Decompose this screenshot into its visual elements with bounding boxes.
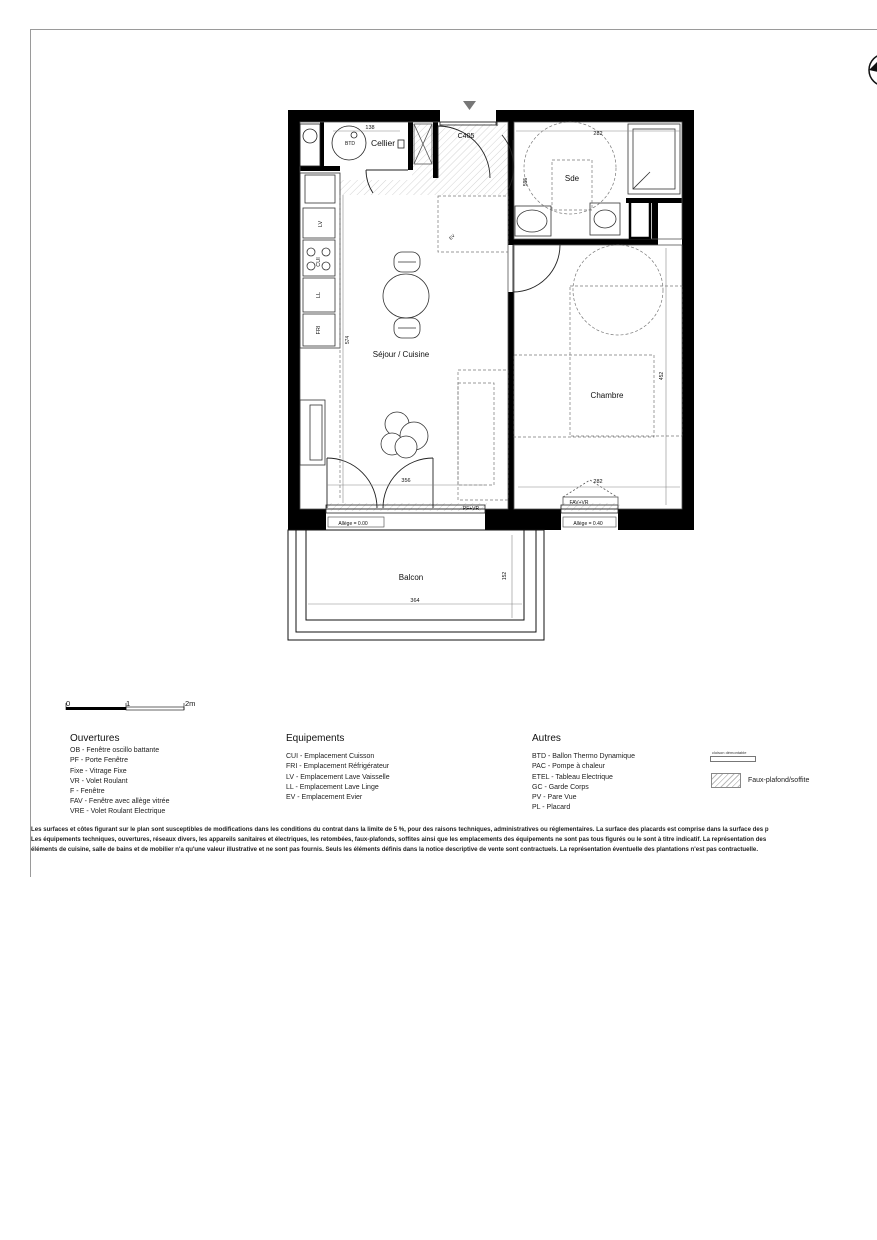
disclaimer	[31, 825, 877, 856]
equipment-tag-ll: LL	[316, 291, 322, 299]
legend-item: VRE - Volet Roulant Electrique	[70, 808, 166, 816]
allege-label-left: Allège = 0.00	[338, 521, 368, 527]
scale-bar	[66, 703, 184, 710]
dimension-label: 152	[502, 571, 508, 581]
cloison-label: cloison démontable	[712, 750, 747, 755]
room-label-c405: C405	[457, 133, 475, 140]
dimension-label: 452	[659, 371, 665, 381]
legend-item: FAV - Fenêtre avec allège vitrée	[70, 798, 170, 806]
legend-item: PV - Pare Vue	[532, 794, 577, 802]
legend-item: ETEL - Tableau Electrique	[532, 773, 613, 781]
faux-plafond-label: Faux-plafond/soffite	[748, 777, 810, 784]
window-tag-fav-vr: FAV+VR	[569, 500, 589, 506]
scale-label-zero: 0	[66, 699, 71, 708]
legend-item: Fixe - Vitrage Fixe	[70, 767, 127, 775]
room-label-sde: Sde	[564, 174, 580, 183]
legend-title: Autres	[532, 733, 561, 744]
legend-item: PAC - Pompe à chaleur	[532, 763, 606, 771]
plant-icon	[381, 412, 428, 458]
legend-title: Equipements	[286, 733, 345, 744]
disclaimer-line: Les surfaces et côtes figurant sur le plan sont susceptibles de modifications dans les conditions du contrat dans la limite de 5 %, pour des raisons techniques, administratives ou réglementaires. La surface des placards est comprise dans la surface des p	[31, 826, 769, 833]
scale-label-one: 1	[126, 699, 131, 708]
legend-item: EV - Emplacement Evier	[286, 794, 363, 802]
legend-item: F - Fenêtre	[70, 788, 105, 796]
faux-plafond-symbol	[711, 773, 741, 788]
legend-equipements	[286, 734, 390, 803]
scale-label-two: 2m	[185, 699, 196, 708]
allege-label-right: Allège = 0.40	[573, 521, 603, 527]
legend-item: PF - Porte Fenêtre	[70, 757, 128, 765]
dimension-label: 595	[523, 177, 529, 187]
room-label-chambre: Chambre	[590, 391, 624, 400]
legend-item: LL - Emplacement Lave Linge	[286, 783, 379, 791]
room-label-cellier: Cellier	[370, 138, 396, 148]
room-label-sejour: Séjour / Cuisine	[372, 350, 430, 359]
dimension-label: 364	[410, 598, 420, 604]
dimension-label: 282	[593, 479, 603, 485]
legend-item: GC - Garde Corps	[532, 783, 589, 791]
dimension-lines	[308, 131, 680, 618]
balcony	[288, 530, 544, 640]
dining-table	[383, 252, 429, 338]
dimension-label: 282	[593, 131, 603, 137]
equipment-tag-lv: LV	[318, 220, 324, 228]
legend-autres	[532, 734, 635, 813]
dimension-label: 356	[401, 478, 411, 484]
disclaimer-line: Les équipements techniques, ouvertures, réseaux divers, les appareils sanitaires et électriques, les retombées, faux-plafonds, soffites ainsi que les emplacements des équipements ne sont pas tous figurés ou le sont à titre indicatif. La représentation des	[31, 836, 767, 844]
dimension-label: 574	[345, 335, 351, 345]
legend-item: CUI - Emplacement Cuisson	[286, 753, 375, 761]
legend-title: Ouvertures	[70, 733, 120, 744]
kitchen-counter	[300, 173, 340, 465]
legend-item: OB - Fenêtre oscillo battante	[70, 747, 160, 755]
equipment-tag-cui: CUI	[316, 257, 322, 267]
room-label-balcon: Balcon	[398, 573, 424, 582]
equipment-tag-ev: EV	[448, 233, 456, 241]
legend-ouvertures	[70, 734, 169, 818]
entrance-arrow-icon	[463, 101, 476, 110]
legend-item: VR - Volet Roulant	[70, 777, 128, 785]
cloison-symbol	[710, 756, 756, 762]
legend-item: FRI - Emplacement Réfrigérateur	[286, 763, 390, 771]
legend-item: LV - Emplacement Lave Vaisselle	[286, 773, 390, 781]
window-tag-pf-vr: PF+VR	[462, 506, 480, 512]
legend-item: BTD - Ballon Thermo Dynamique	[532, 753, 635, 761]
disclaimer-line: éléments de cuisine, salle de bains et de mobilier n'a qu'une valeur illustrative et ne sont pas fournis. Seuls les éléments définis dans la notice descriptive de vente sont contractuels. La représentation éventuelle des plantations n'est pas contractuelle.	[31, 846, 759, 854]
north-arrow-icon	[869, 54, 877, 86]
equipment-tag-fri: FRI	[316, 325, 322, 335]
legend-item: PL - Placard	[532, 804, 571, 812]
equipment-tag-btd: BTD	[345, 141, 355, 147]
dimension-label: 138	[365, 125, 375, 131]
